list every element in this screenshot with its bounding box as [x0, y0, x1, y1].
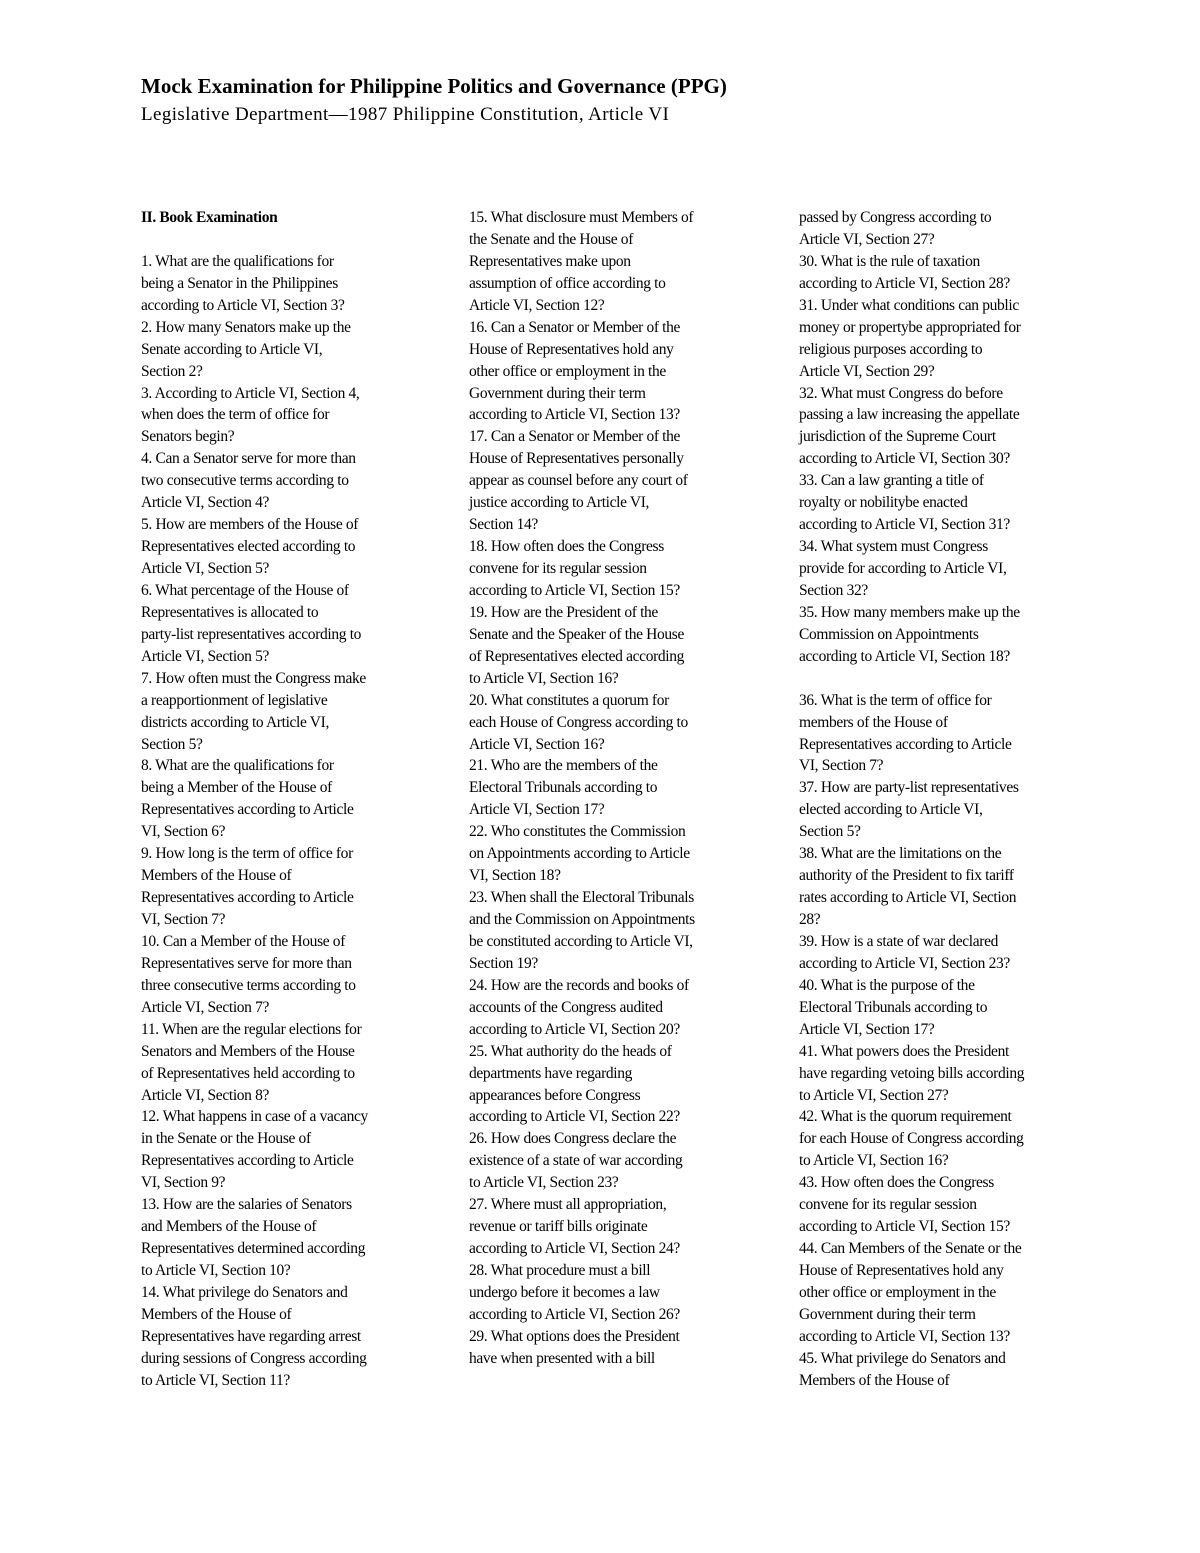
question-text-line: according to Article VI, Section 15? — [469, 581, 680, 599]
section-heading: II. Book Examination — [141, 209, 278, 226]
question-text-line: Electoral Tribunals according to — [799, 998, 988, 1016]
question-text-line: other office or employment in the — [799, 1283, 996, 1301]
question-text-line: 5. How are members of the House of — [141, 516, 359, 534]
question-text-line: Members of the House of — [141, 1305, 292, 1323]
question-text-line: Representatives according to Article — [799, 735, 1012, 753]
question-text-line: be constituted according to Article VI, — [469, 932, 693, 950]
question-text-line: convene for its regular session — [469, 560, 647, 577]
question-text-line: Representatives make upon — [469, 252, 631, 270]
question-text-line: 8. What are the qualifications for — [141, 757, 334, 775]
question-text-line: Members of the House of — [141, 867, 292, 885]
question-text-line: assumption of office according to — [469, 274, 666, 292]
question-text-line: authority of the President to fix tariff — [799, 867, 1014, 885]
question-text-line: according to Article VI, Section 24? — [469, 1240, 680, 1258]
question-text-line: 43. How often does the Congress — [799, 1174, 994, 1192]
question-text-line: 26. How does Congress declare the — [469, 1130, 677, 1148]
question-text-line: Electoral Tribunals according to — [469, 779, 658, 797]
question-text-line: House of Representatives hold any — [469, 340, 674, 358]
question-text-line: passed by Congress according to — [799, 209, 992, 226]
question-text-line: Article VI, Section 17? — [469, 801, 605, 819]
question-text-line: to Article VI, Section 16? — [799, 1152, 949, 1170]
question-text-line: justice according to Article VI, — [469, 494, 650, 512]
question-text-line: 16. Can a Senator or Member of the — [469, 318, 681, 336]
question-text-line: 35. How many members make up the — [799, 603, 1020, 621]
question-text-line: departments have regarding — [469, 1064, 633, 1082]
question-text-line: 29. What options does the President — [469, 1327, 680, 1345]
question-text-line: Article VI, Section 7? — [141, 998, 270, 1016]
question-text-line: VI, Section 6? — [141, 823, 226, 841]
question-text-line: members of the House of — [799, 713, 948, 731]
question-text-line: 27. Where must all appropriation, — [469, 1196, 667, 1214]
question-text-line: Representatives according to Article — [141, 1152, 354, 1170]
question-text-line: Section 2? — [141, 362, 203, 380]
question-text-line: 38. What are the limitations on the — [799, 845, 1002, 863]
question-text-line: 19. How are the President of the — [469, 603, 658, 621]
question-text-line: 39. How is a state of war declared — [799, 932, 998, 950]
exam-subtitle: Legislative Department—1987 Philippine Constitution, Article VI — [141, 104, 670, 125]
question-text-line: provide for according to Article VI, — [799, 560, 1007, 577]
question-text-line: 17. Can a Senator or Member of the — [469, 428, 681, 446]
question-text-line: 13. How are the salaries of Senators — [141, 1196, 352, 1214]
question-text-line: according to Article VI, Section 28? — [799, 274, 1010, 292]
question-text-line: elected according to Article VI, — [799, 801, 983, 819]
question-text-line: appear as counsel before any court of — [469, 472, 688, 490]
question-text-line: Senators and Members of the House — [141, 1042, 355, 1060]
question-text-line: according to Article VI, Section 31? — [799, 516, 1010, 534]
question-text-line: 34. What system must Congress — [799, 538, 988, 556]
question-text-line: Article VI, Section 16? — [469, 735, 605, 753]
question-text-line: House of Representatives hold any — [799, 1262, 1004, 1279]
question-text-line: 1. What are the qualifications for — [141, 252, 334, 270]
question-text-line: 15. What disclosure must Members of — [469, 209, 694, 226]
question-text-line: according to Article VI, Section 20? — [469, 1020, 680, 1038]
question-text-line: Representatives is allocated to — [141, 603, 319, 621]
question-text-line: according to Article VI, Section 23? — [799, 954, 1010, 972]
question-text-line: Representatives determined according — [141, 1240, 366, 1258]
question-text-line: 4. Can a Senator serve for more than — [141, 450, 356, 468]
question-text-line: appearances before Congress — [469, 1086, 641, 1104]
question-text-line: Article VI, Section 27? — [799, 230, 935, 248]
question-text-line: when does the term of office for — [141, 406, 330, 424]
question-text-line: religious purposes according to — [799, 340, 983, 358]
question-text-line: districts according to Article VI, — [141, 713, 329, 731]
question-text-line: to Article VI, Section 23? — [469, 1174, 619, 1192]
question-text-line: undergo before it becomes a law — [469, 1283, 660, 1301]
question-text-line: existence of a state of war according — [469, 1152, 683, 1170]
question-text-line: Section 19? — [469, 954, 538, 972]
question-text-line: two consecutive terms according to — [141, 472, 349, 490]
question-text-line: party-list representatives according to — [141, 625, 362, 643]
question-text-line: Section 32? — [799, 581, 868, 599]
question-text-line: 42. What is the quorum requirement — [799, 1108, 1012, 1126]
question-text-line: 45. What privilege do Senators and — [799, 1349, 1006, 1367]
question-text-line: 11. When are the regular elections for — [141, 1020, 362, 1038]
question-text-line: according to Article VI, Section 26? — [469, 1305, 680, 1323]
question-text-line: Section 5? — [141, 735, 203, 753]
question-text-line: royalty or nobilitybe enacted — [799, 494, 968, 512]
question-text-line: 23. When shall the Electoral Tribunals — [469, 889, 694, 907]
question-text-line: the Senate and the House of — [469, 230, 634, 248]
question-text-line: according to Article VI, Section 30? — [799, 450, 1010, 468]
question-text-line: Representatives serve for more than — [141, 954, 352, 972]
question-text-line: to Article VI, Section 16? — [469, 669, 619, 687]
question-text-line: 25. What authority do the heads of — [469, 1042, 672, 1060]
question-text-line: passing a law increasing the appellate — [799, 406, 1020, 424]
question-text-line: being a Member of the House of — [141, 779, 332, 797]
question-text-line: Members of the House of — [799, 1371, 950, 1389]
question-text-line: 21. Who are the members of the — [469, 757, 658, 775]
question-column-3 — [799, 207, 1081, 1392]
question-text-line: Representatives according to Article — [141, 801, 354, 819]
question-text-line: according to Article VI, Section 18? — [799, 647, 1010, 665]
question-column-1 — [141, 207, 423, 1392]
question-text-line: 28. What procedure must a bill — [469, 1262, 651, 1279]
question-text-line: according to Article VI, Section 22? — [469, 1108, 680, 1126]
question-text-line: Section 14? — [469, 516, 538, 534]
question-text-line: 12. What happens in case of a vacancy — [141, 1108, 368, 1126]
question-text-line: 28? — [799, 911, 821, 928]
question-text-line: for each House of Congress according — [799, 1130, 1024, 1148]
question-text-line: accounts of the Congress audited — [469, 998, 663, 1016]
question-text-line: 31. Under what conditions can public — [799, 296, 1019, 314]
question-text-line: Senate according to Article VI, — [141, 340, 323, 358]
question-text-line: to Article VI, Section 27? — [799, 1086, 949, 1104]
question-text-line: Representatives elected according to — [141, 538, 356, 556]
question-text-line: VI, Section 7? — [141, 911, 226, 928]
question-text-line: Article VI, Section 4? — [141, 494, 270, 512]
question-text-line: 6. What percentage of the House of — [141, 581, 349, 599]
question-text-line: 2. How many Senators make up the — [141, 318, 351, 336]
question-text-line: and the Commission on Appointments — [469, 911, 695, 928]
question-text-line: according to Article VI, Section 13? — [469, 406, 680, 424]
question-text-line: a reapportionment of legislative — [141, 691, 328, 709]
question-text-line: 30. What is the rule of taxation — [799, 252, 980, 270]
question-text-line: 24. How are the records and books of — [469, 976, 689, 994]
question-text-line: Government during their term — [799, 1305, 976, 1323]
question-text-line: in the Senate or the House of — [141, 1130, 311, 1148]
question-text-line: rates according to Article VI, Section — [799, 889, 1017, 907]
question-text-line: 37. How are party-list representatives — [799, 779, 1019, 797]
question-text-line: three consecutive terms according to — [141, 976, 356, 994]
question-text-line: 36. What is the term of office for — [799, 691, 992, 709]
question-text-line: have when presented with a bill — [469, 1349, 655, 1367]
question-text-line: Senate and the Speaker of the House — [469, 625, 685, 643]
question-text-line: 44. Can Members of the Senate or the — [799, 1240, 1022, 1258]
question-text-line: 3. According to Article VI, Section 4, — [141, 384, 360, 402]
question-text-line: Article VI, Section 5? — [141, 647, 270, 665]
question-text-line: VI, Section 9? — [141, 1174, 226, 1192]
question-text-line: Article VI, Section 12? — [469, 296, 605, 314]
question-text-line: 10. Can a Member of the House of — [141, 932, 346, 950]
question-text-line: to Article VI, Section 10? — [141, 1262, 291, 1279]
question-text-line: each House of Congress according to — [469, 713, 688, 731]
question-text-line: 20. What constitutes a quorum for — [469, 691, 669, 709]
question-text-line: Article VI, Section 5? — [141, 560, 270, 577]
question-text-line: 14. What privilege do Senators and — [141, 1283, 348, 1301]
question-text-line: Article VI, Section 8? — [141, 1086, 270, 1104]
question-text-line: 18. How often does the Congress — [469, 538, 664, 556]
question-text-line: Representatives have regarding arrest — [141, 1327, 361, 1345]
question-text-line: have regarding vetoing bills according — [799, 1064, 1025, 1082]
question-text-line: of Representatives held according to — [141, 1064, 355, 1082]
question-text-line: 7. How often must the Congress make — [141, 669, 366, 687]
question-text-line: jurisdiction of the Supreme Court — [799, 428, 996, 446]
question-text-line: other office or employment in the — [469, 362, 666, 380]
question-text-line: 9. How long is the term of office for — [141, 845, 353, 863]
question-text-line: money or propertybe appropriated for — [799, 318, 1021, 336]
question-text-line: VI, Section 18? — [469, 867, 561, 885]
question-text-line: according to Article VI, Section 3? — [141, 296, 345, 314]
question-text-line: Article VI, Section 29? — [799, 362, 935, 380]
question-column-2 — [469, 207, 751, 1370]
question-text-line: 41. What powers does the President — [799, 1042, 1009, 1060]
question-text-line: being a Senator in the Philippines — [141, 274, 338, 292]
question-text-line: and Members of the House of — [141, 1218, 317, 1236]
blank-line — [141, 229, 423, 251]
question-text-line: revenue or tariff bills originate — [469, 1218, 648, 1236]
question-text-line: 40. What is the purpose of the — [799, 976, 975, 994]
question-text-line: according to Article VI, Section 13? — [799, 1327, 1010, 1345]
question-text-line: convene for its regular session — [799, 1196, 977, 1214]
question-text-line: during sessions of Congress according — [141, 1349, 367, 1367]
question-text-line: 33. Can a law granting a title of — [799, 472, 984, 490]
blank-line — [799, 668, 1081, 690]
question-text-line: Senators begin? — [141, 428, 235, 446]
question-text-line: of Representatives elected according — [469, 647, 685, 665]
question-text-line: to Article VI, Section 11? — [141, 1371, 290, 1389]
question-text-line: 32. What must Congress do before — [799, 384, 1003, 402]
exam-title: Mock Examination for Philippine Politics and Governance (PPG) — [141, 74, 727, 98]
question-text-line: Government during their term — [469, 384, 646, 402]
question-text-line: Commission on Appointments — [799, 625, 979, 643]
question-text-line: Article VI, Section 17? — [799, 1020, 935, 1038]
question-text-line: on Appointments according to Article — [469, 845, 690, 863]
question-text-line: House of Representatives personally — [469, 450, 684, 468]
question-text-line: 22. Who constitutes the Commission — [469, 823, 686, 841]
question-text-line: Section 5? — [799, 823, 861, 841]
question-text-line: Representatives according to Article — [141, 889, 354, 907]
question-text-line: VI, Section 7? — [799, 757, 884, 775]
question-text-line: according to Article VI, Section 15? — [799, 1218, 1010, 1236]
